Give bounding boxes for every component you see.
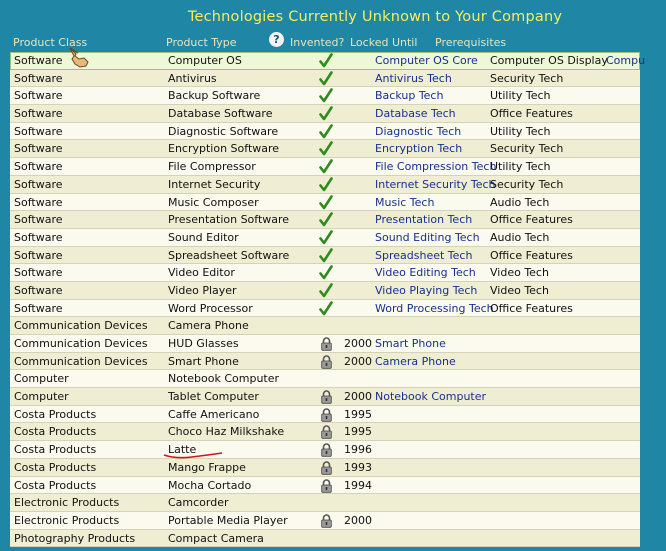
product-type-cell: Camera Phone — [168, 319, 249, 333]
locked-until-cell: 2000 — [344, 337, 372, 350]
product-class-cell: Software — [14, 71, 63, 85]
product-class-cell: Costa Products — [14, 425, 97, 439]
prerequisite-link[interactable]: Backup Tech — [375, 89, 444, 103]
table-row[interactable] — [10, 247, 640, 265]
prerequisite-cell: Office Features — [490, 107, 573, 121]
check-icon — [317, 140, 339, 157]
locked-until-cell: 1996 — [344, 443, 372, 457]
prerequisite-link[interactable]: Smart Phone — [375, 337, 446, 350]
prerequisite-cell: Office Features — [490, 301, 573, 315]
product-type-cell: Portable Media Player — [168, 513, 288, 527]
product-type-cell: Spreadsheet Software — [168, 248, 290, 262]
product-class-cell: Computer — [14, 372, 69, 386]
check-icon — [317, 211, 339, 228]
table-row[interactable] — [10, 512, 640, 530]
product-type-cell: Compact Camera — [168, 531, 264, 545]
prerequisite-link[interactable]: Video Editing Tech — [375, 266, 476, 280]
header-product-type[interactable]: Product Type — [166, 36, 237, 49]
table-row[interactable] — [10, 530, 640, 548]
product-type-cell: Antivirus — [168, 71, 217, 85]
prerequisite-link[interactable]: Encryption Tech — [375, 142, 463, 156]
product-class-cell: Costa Products — [14, 460, 97, 474]
header-prerequisites[interactable]: Prerequisites — [435, 36, 507, 49]
product-class-cell: Communication Devices — [14, 319, 148, 333]
check-icon — [317, 194, 339, 211]
product-class-cell: Software — [14, 195, 63, 209]
lock-icon — [317, 388, 339, 405]
lock-icon — [317, 512, 339, 529]
check-icon — [317, 70, 339, 87]
table-row[interactable] — [10, 317, 640, 335]
table-row[interactable] — [10, 370, 640, 388]
product-class-cell: Software — [14, 301, 63, 315]
product-class-cell: Software — [14, 283, 63, 297]
check-icon — [317, 264, 339, 281]
table-row[interactable] — [10, 211, 640, 229]
product-class-cell: Software — [14, 124, 63, 138]
check-icon — [317, 87, 339, 104]
product-class-cell: Software — [14, 266, 63, 280]
product-type-cell: Sound Editor — [168, 230, 239, 244]
help-icon[interactable]: ? — [269, 32, 284, 47]
lock-icon — [317, 406, 339, 423]
check-icon — [317, 52, 339, 69]
product-type-cell: Notebook Computer — [168, 372, 280, 386]
table-row[interactable] — [10, 300, 640, 318]
product-class-cell: Computer — [14, 390, 69, 404]
prerequisite-link[interactable]: Camera Phone — [375, 354, 456, 368]
prerequisite-cell: Office Features — [490, 248, 573, 262]
check-icon — [317, 282, 339, 299]
invented-cell — [317, 530, 339, 547]
hand-cursor-icon — [66, 44, 92, 70]
prerequisite-cell: Video Tech — [490, 266, 549, 280]
product-class-cell: Software — [14, 142, 63, 156]
prerequisite-cell: Video Tech — [490, 283, 549, 297]
product-class-cell: Photography Products — [14, 531, 136, 545]
product-type-cell: Choco Haz Milkshake — [168, 425, 285, 439]
lock-icon — [317, 441, 339, 458]
table-row[interactable] — [10, 353, 640, 371]
check-icon — [317, 158, 339, 175]
check-icon — [317, 247, 339, 264]
product-type-cell: HUD Glasses — [168, 337, 239, 350]
invented-cell — [317, 317, 339, 334]
check-icon — [317, 176, 339, 193]
prerequisite-link[interactable]: Presentation Tech — [375, 213, 473, 227]
table-row[interactable] — [10, 459, 640, 477]
product-class-cell: Software — [14, 213, 63, 227]
table-row[interactable] — [10, 423, 640, 441]
table-row[interactable] — [10, 52, 646, 70]
prerequisite-link[interactable]: Word Processing Tech — [375, 301, 494, 315]
prerequisite-link[interactable]: Music Tech — [375, 195, 435, 209]
prerequisite-cell: Audio Tech — [490, 230, 550, 244]
product-type-cell: Video Player — [168, 283, 237, 297]
table-row[interactable] — [10, 406, 640, 424]
product-class-cell: Electronic Products — [14, 496, 120, 510]
prerequisite-link[interactable]: Video Playing Tech — [375, 283, 478, 297]
table-row[interactable] — [10, 282, 640, 300]
prerequisite-cell: Security Tech — [490, 177, 564, 191]
product-type-cell: Presentation Software — [168, 213, 290, 227]
table-row[interactable] — [10, 105, 640, 123]
lock-icon — [317, 423, 339, 440]
product-class-cell: Software — [14, 107, 63, 121]
lock-icon — [317, 459, 339, 476]
lock-icon — [317, 353, 339, 370]
prerequisite-link[interactable]: Antivirus Tech — [375, 71, 452, 85]
product-type-cell: Video Editor — [168, 266, 235, 280]
product-class-cell: Communication Devices — [14, 337, 148, 350]
product-class-cell: Software — [14, 160, 63, 174]
annotation-underline — [162, 450, 224, 460]
product-type-cell: Internet Security — [168, 177, 261, 191]
check-icon — [317, 300, 339, 317]
table-row[interactable] — [10, 335, 640, 353]
locked-until-cell: 1995 — [344, 407, 372, 421]
prerequisite-link[interactable]: Sound Editing Tech — [375, 230, 480, 244]
product-type-cell: Computer OS — [168, 54, 242, 67]
product-type-cell: Latte — [168, 443, 197, 457]
table-row[interactable] — [10, 264, 640, 282]
product-type-cell: Caffe Americano — [168, 407, 260, 421]
prerequisite-link[interactable]: Internet Security Tech — [375, 177, 496, 191]
product-class-cell: Software — [14, 248, 63, 262]
product-class-cell: Software — [14, 54, 63, 67]
prerequisite-cell: Office Features — [490, 213, 573, 227]
table-row[interactable] — [10, 123, 640, 141]
product-type-cell: Mocha Cortado — [168, 478, 252, 492]
prerequisite-cell: Computer OS Display — [490, 54, 608, 67]
product-class-cell: Software — [14, 230, 63, 244]
lock-icon — [317, 477, 339, 494]
locked-until-cell: 2000 — [344, 513, 372, 527]
table-row[interactable] — [10, 388, 640, 406]
locked-until-cell: 1994 — [344, 478, 372, 492]
table-row[interactable] — [10, 140, 640, 158]
header-product-class[interactable]: Product Class — [13, 36, 88, 49]
prerequisite-link[interactable]: File Compression Tech — [375, 160, 497, 174]
prerequisite-cell: Utility Tech — [490, 160, 551, 174]
page-title: Technologies Currently Unknown to Your Company — [187, 9, 563, 25]
prerequisite-link[interactable]: Diagnostic Tech — [375, 124, 462, 138]
product-class-cell: Costa Products — [14, 443, 97, 457]
prerequisite-cell: Audio Tech — [490, 195, 550, 209]
product-type-cell: Word Processor — [168, 301, 253, 315]
product-class-cell: Software — [14, 177, 63, 191]
prerequisite-link[interactable]: Database Tech — [375, 107, 456, 121]
table-row[interactable] — [10, 176, 640, 194]
locked-until-cell: 2000 — [344, 354, 372, 368]
locked-until-cell: 1995 — [344, 425, 372, 439]
product-type-cell: Mango Frappe — [168, 460, 246, 474]
product-class-cell: Software — [14, 89, 63, 103]
invented-cell — [317, 370, 339, 387]
table-row[interactable] — [10, 477, 640, 495]
product-type-cell: Music Composer — [168, 195, 259, 209]
technology-table — [10, 52, 646, 547]
lock-icon — [317, 335, 339, 352]
product-class-cell: Electronic Products — [14, 513, 120, 527]
prerequisite-link[interactable]: Compu — [606, 54, 646, 67]
prerequisite-cell: Utility Tech — [490, 124, 551, 138]
prerequisite-cell: Utility Tech — [490, 89, 551, 103]
invented-cell — [317, 494, 339, 511]
product-type-cell: Camcorder — [168, 496, 229, 510]
product-type-cell: Database Software — [168, 107, 273, 121]
locked-until-cell: 2000 — [344, 390, 372, 404]
product-type-cell: Backup Software — [168, 89, 261, 103]
check-icon — [317, 229, 339, 246]
prerequisite-cell: Security Tech — [490, 142, 564, 156]
product-type-cell: Diagnostic Software — [168, 124, 279, 138]
table-row[interactable] — [10, 229, 640, 247]
locked-until-cell: 1993 — [344, 460, 372, 474]
product-type-cell: Tablet Computer — [168, 390, 259, 404]
table-row[interactable] — [10, 158, 640, 176]
check-icon — [317, 105, 339, 122]
product-class-cell: Communication Devices — [14, 354, 148, 368]
table-row[interactable] — [10, 87, 640, 105]
prerequisite-cell: Security Tech — [490, 71, 564, 85]
table-row[interactable] — [10, 494, 640, 512]
prerequisite-link[interactable]: Computer OS Core — [375, 54, 478, 67]
check-icon — [317, 123, 339, 140]
table-row[interactable] — [10, 70, 640, 88]
table-row[interactable] — [10, 194, 640, 212]
header-locked-until[interactable]: Locked Until — [350, 36, 418, 49]
prerequisite-link[interactable]: Spreadsheet Tech — [375, 248, 473, 262]
product-class-cell: Costa Products — [14, 407, 97, 421]
header-invented[interactable]: Invented? — [290, 36, 345, 49]
product-type-cell: File Compressor — [168, 160, 256, 174]
product-type-cell: Encryption Software — [168, 142, 280, 156]
table-row[interactable] — [10, 441, 640, 459]
product-type-cell: Smart Phone — [168, 354, 239, 368]
product-class-cell: Costa Products — [14, 478, 97, 492]
prerequisite-link[interactable]: Notebook Computer — [375, 390, 487, 404]
